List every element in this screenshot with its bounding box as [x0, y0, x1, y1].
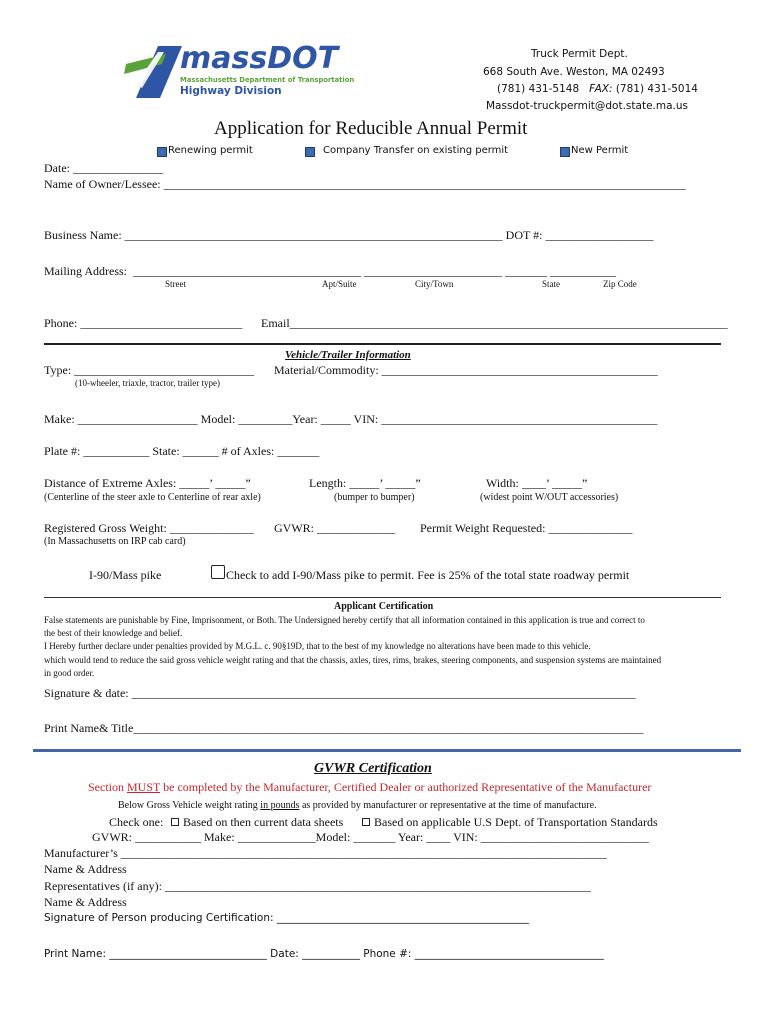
- gvwr-make-model-line[interactable]: GVWR: ___________ Make: _____________Model: _______ Year: ____ VIN: ____________________________: [92, 830, 649, 844]
- certification-rule: [44, 597, 721, 598]
- width-field[interactable]: Width: ____’ _____”: [486, 476, 588, 490]
- street-label: Street: [165, 279, 186, 289]
- i90-checkbox[interactable]: [211, 565, 225, 579]
- gvwr-section-rule: [33, 749, 741, 752]
- email-field[interactable]: Email_________________________________________________________________________: [261, 316, 728, 330]
- manufacturer-name-address: Name & Address: [44, 862, 127, 876]
- apt-label: Apt/Suite: [322, 279, 357, 289]
- length-field[interactable]: Length: _____’ _____”: [309, 476, 421, 490]
- renewing-permit-label: Renewing permit: [168, 145, 253, 156]
- renewing-permit-checkbox[interactable]: [157, 147, 167, 157]
- vehicle-type-hint: (10-wheeler, triaxle, tractor, trailer type): [75, 378, 220, 388]
- dept-fax: (781) 431-5014: [615, 83, 698, 95]
- representatives-name-address: Name & Address: [44, 895, 127, 909]
- width-hint: (widest point W/OUT accessories): [480, 492, 619, 503]
- certification-line-3: I Hereby further declare under penalties provided by M.G.L. c. 90§19D, that to the best of my knowledge no alterations have been made to this vehicle.: [44, 641, 591, 651]
- logo-subtitle: Massachusetts Department of Transportation: [180, 76, 355, 84]
- dot-standards-option: Based on applicable U.S Dept. of Transportation Standards: [374, 815, 658, 829]
- data-sheets-checkbox[interactable]: [171, 818, 179, 826]
- section-prefix: Section: [88, 780, 127, 794]
- fax-label: FAX:: [589, 83, 613, 95]
- new-permit-label: New Permit: [571, 145, 629, 156]
- certification-line-2: the best of their knowledge and belief.: [44, 628, 183, 638]
- i90-check-text: Check to add I-90/Mass pike to permit. Fee is 25% of the total state roadway permit: [226, 568, 630, 582]
- vehicle-type-field[interactable]: Type: ______________________________: [44, 363, 255, 377]
- i90-label: I-90/Mass pike: [89, 568, 162, 582]
- representatives-field[interactable]: Representatives (if any): _______________________________________________________________________: [44, 879, 591, 893]
- rating-note-suffix: as provided by manufacturer or representative at the time of manufacture.: [299, 800, 597, 811]
- signature-person-field[interactable]: Signature of Person producing Certification: ________________________________________________: [44, 912, 529, 924]
- certification-line-1: False statements are punishable by Fine, Imprisonment, or Both. The Undersigned hereby certify that all information contained in this application is true and correct to: [44, 615, 645, 625]
- length-hint: (bumper to bumper): [334, 492, 415, 503]
- certification-line-4: which would tend to reduce the said gross vehicle weight rating and that the chassis, axles, tires, rims, brakes, steering components, and suspension systems are maintained: [44, 655, 662, 665]
- gvwr-certification-heading: GVWR Certification: [314, 761, 432, 776]
- data-sheets-option: Based on then current data sheets: [183, 815, 344, 829]
- print-name-date-phone-field[interactable]: Print Name: ______________________________ Date: ___________ Phone #: ____________________________________: [44, 948, 604, 960]
- certification-line-5: in good order.: [44, 668, 95, 678]
- gross-weight-hint: (In Massachusetts on IRP cab card): [44, 536, 186, 547]
- make-model-vin-field[interactable]: Make: ____________________ Model: _________Year: _____ VIN: ______________________________________________: [44, 412, 658, 426]
- material-field[interactable]: Material/Commodity: ______________________________________________: [274, 363, 658, 377]
- axle-distance-field[interactable]: Distance of Extreme Axles: _____’ _____”: [44, 476, 251, 490]
- dept-phone: (781) 431-5148: [497, 83, 580, 95]
- manufacturer-field[interactable]: Manufacturer’s _________________________________________________________________________________: [44, 846, 607, 860]
- permit-weight-field[interactable]: Permit Weight Requested: ______________: [420, 521, 633, 535]
- dept-phone-fax: [497, 83, 698, 96]
- company-transfer-label: Company Transfer on existing permit: [323, 145, 509, 156]
- phone-field[interactable]: Phone: ___________________________: [44, 316, 243, 330]
- page-title: Application for Reducible Annual Permit: [214, 118, 528, 139]
- zip-label: Zip Code: [603, 279, 637, 289]
- plate-state-axles-field[interactable]: Plate #: ___________ State: ______ # of Axles: _______: [44, 444, 320, 458]
- dept-email: Massdot-truckpermit@dot.state.ma.us: [486, 100, 688, 112]
- new-permit-checkbox[interactable]: [560, 147, 570, 157]
- in-pounds: in pounds: [260, 800, 300, 811]
- date-field[interactable]: Date: _______________: [44, 161, 163, 175]
- company-transfer-checkbox[interactable]: [305, 147, 315, 157]
- section-suffix: be completed by the Manufacturer, Certified Dealer or authorized Representative of the Manufacturer: [160, 780, 652, 794]
- signature-date-field[interactable]: Signature & date: ____________________________________________________________________________________: [44, 686, 636, 700]
- print-name-title-field[interactable]: Print Name& Title_____________________________________________________________________________________: [44, 721, 644, 735]
- highway-logo-icon: [122, 44, 184, 100]
- section-divider: [44, 343, 721, 345]
- must-word: MUST: [127, 780, 161, 794]
- dot-standards-checkbox[interactable]: [362, 818, 370, 826]
- gvwr-must-statement: [88, 780, 651, 794]
- vehicle-heading: Vehicle/Trailer Information: [285, 349, 411, 361]
- city-label: City/Town: [415, 279, 454, 289]
- applicant-certification-heading: Applicant Certification: [334, 601, 434, 612]
- owner-name-field[interactable]: Name of Owner/Lessee: _______________________________________________________________________________________: [44, 177, 686, 191]
- gross-weight-field[interactable]: Registered Gross Weight: ______________: [44, 521, 254, 535]
- dept-name: Truck Permit Dept.: [531, 48, 628, 60]
- gvwr-field[interactable]: GVWR: _____________: [274, 521, 395, 535]
- state-label: State: [542, 279, 560, 289]
- gvwr-rating-note: [118, 800, 597, 812]
- check-one-label: Check one:: [109, 815, 164, 829]
- axle-distance-hint: (Centerline of the steer axle to Centerline of rear axle): [44, 492, 261, 503]
- mailing-address-lines[interactable]: ______________________________________ _______________________ _______ ___________: [133, 264, 616, 278]
- dept-address: 668 South Ave. Weston, MA 02493: [483, 66, 665, 78]
- logo-division: Highway Division: [180, 85, 282, 97]
- rating-note-prefix: Below Gross Vehicle weight rating: [118, 800, 261, 811]
- mailing-address-label: Mailing Address:: [44, 264, 127, 278]
- logo-text: massDOT: [180, 41, 339, 76]
- massdot-logo: [122, 41, 382, 100]
- business-name-field[interactable]: Business Name: _______________________________________________________________ DOT #: __________________: [44, 228, 654, 242]
